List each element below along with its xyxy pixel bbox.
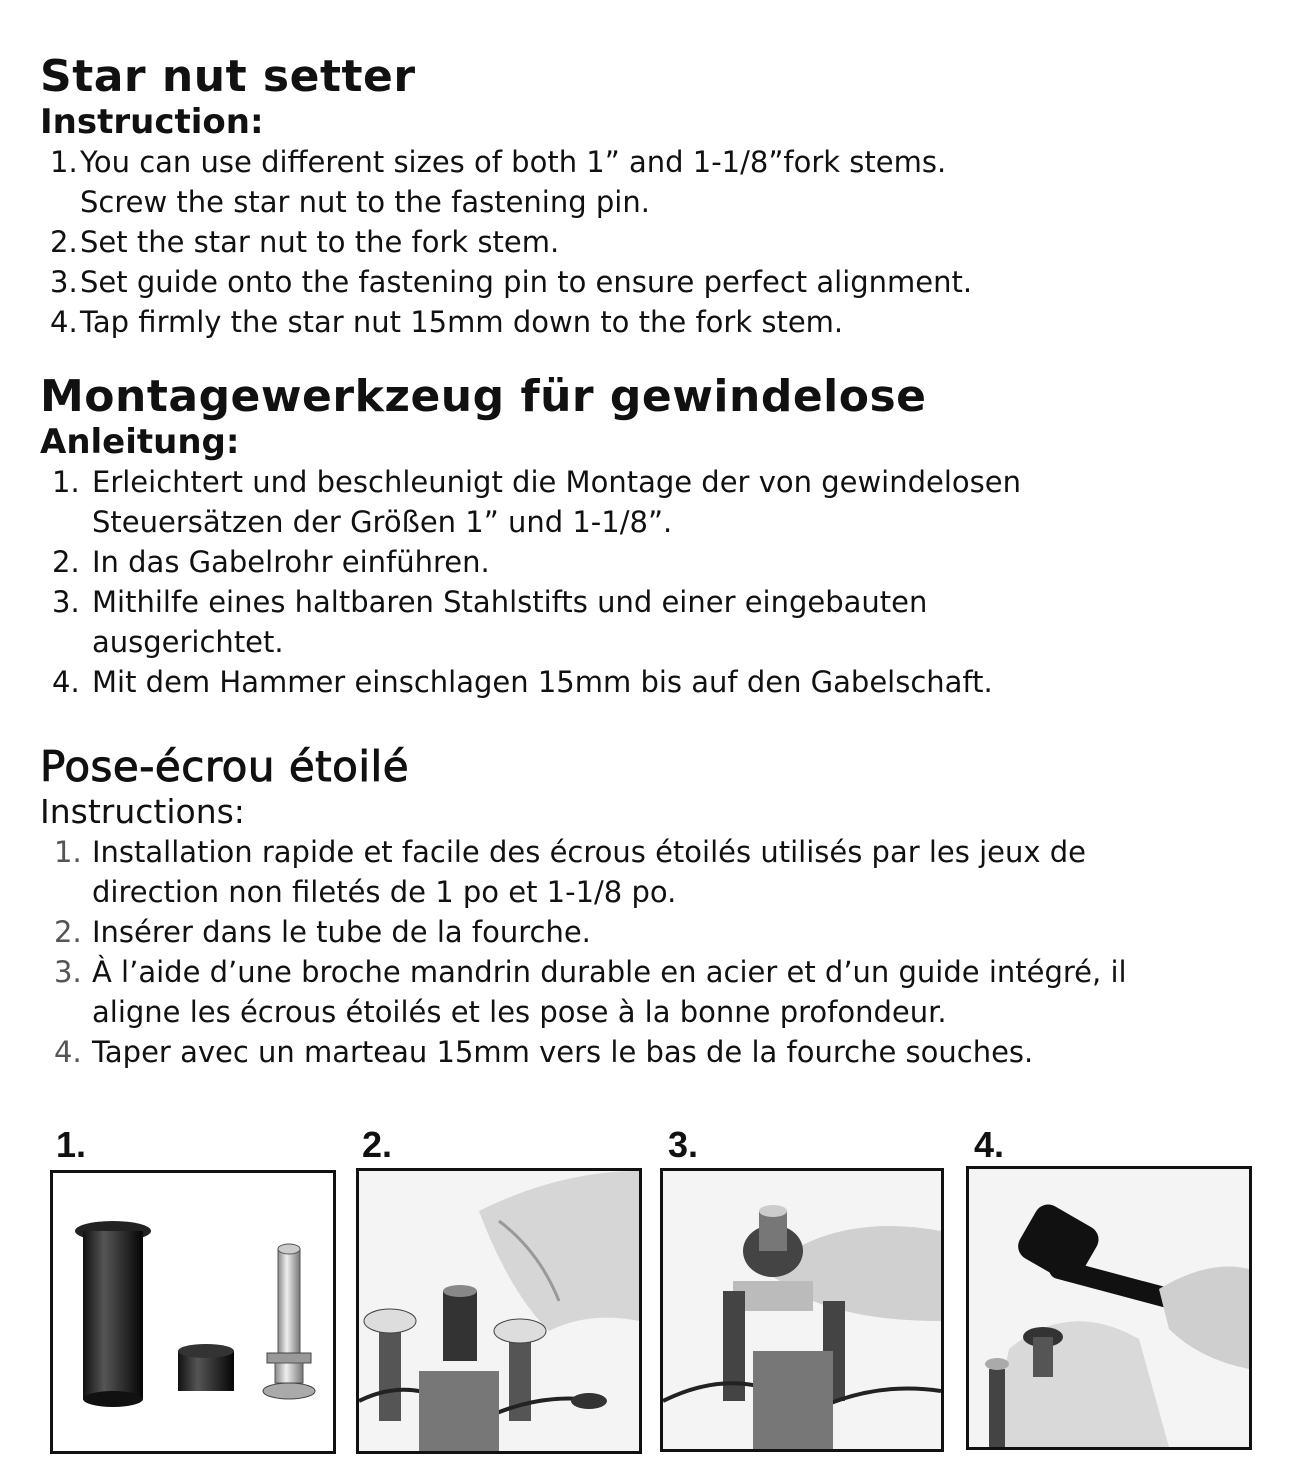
step-text: direction non filetés de 1 po et 1-1/8 po. <box>92 875 677 909</box>
step-number: 1. <box>52 465 80 499</box>
figure-panel-2 <box>356 1168 642 1454</box>
figure-panel-4 <box>966 1166 1252 1450</box>
step-text: aligne les écrous étoilés et les pose à la bonne profondeur. <box>92 995 947 1029</box>
english-step <box>40 142 1270 182</box>
french-steps <box>40 832 1270 1072</box>
french-step <box>40 872 1270 912</box>
step-text: Mit dem Hammer einschlagen 15mm bis auf den Gabelschaft. <box>92 665 993 699</box>
german-step <box>40 582 1270 622</box>
step-text: À l’aide d’une broche mandrin durable en acier et d’un guide intégré, il <box>92 955 1127 989</box>
english-step <box>40 182 1270 222</box>
french-step <box>40 912 1270 952</box>
english-subtitle: Instruction: <box>40 102 264 142</box>
french-subtitle: Instructions: <box>40 792 245 831</box>
step-number: 3. <box>52 585 80 619</box>
hammering-star-nut-photo <box>969 1169 1249 1447</box>
step-number: 2. <box>50 225 78 259</box>
figure-label-4: 4. <box>974 1124 1005 1165</box>
figure-label-1: 1. <box>56 1124 87 1165</box>
figure-label-3: 3. <box>668 1124 699 1165</box>
english-step <box>40 302 1270 342</box>
step-number: 3. <box>50 265 78 299</box>
german-step <box>40 662 1270 702</box>
step-text: Installation rapide et facile des écrous étoilés utilisés par les jeux de <box>92 835 1086 869</box>
german-step <box>40 622 1270 662</box>
english-steps <box>40 142 1270 342</box>
step-text: In das Gabelrohr einführen. <box>92 545 490 579</box>
german-subtitle: Anleitung: <box>40 422 240 462</box>
english-step <box>40 262 1270 302</box>
german-step <box>40 462 1270 502</box>
french-step <box>40 992 1270 1032</box>
step-text: You can use different sizes of both 1” and 1-1/8”fork stems. <box>80 145 947 179</box>
setting-guide-photo <box>663 1171 941 1449</box>
star-nut-tool-parts-illustration <box>53 1173 333 1451</box>
step-number: 1. <box>54 835 82 869</box>
step-number: 3. <box>54 955 82 989</box>
german-section <box>40 372 1270 702</box>
step-text: Set guide onto the fastening pin to ensure perfect alignment. <box>80 265 973 299</box>
step-text: Erleichtert und beschleunigt die Montage der von gewindelosen <box>92 465 1021 499</box>
figure-panel-1 <box>50 1170 336 1454</box>
step-number: 4. <box>52 665 80 699</box>
german-step <box>40 502 1270 542</box>
step-number: 2. <box>54 915 82 949</box>
english-title: Star nut setter <box>40 51 416 102</box>
step-number: 4. <box>50 305 78 339</box>
french-step <box>40 832 1270 872</box>
german-step <box>40 542 1270 582</box>
step-text: Taper avec un marteau 15mm vers le bas de la fourche souches. <box>92 1035 1034 1069</box>
french-step <box>40 952 1270 992</box>
french-title: Pose-écrou étoilé <box>40 742 410 791</box>
step-text: Tap firmly the star nut 15mm down to the fork stem. <box>80 305 844 339</box>
french-section <box>40 742 1270 1072</box>
step-number: 1. <box>50 145 78 179</box>
french-step <box>40 1032 1270 1072</box>
step-text: Steuersätzen der Größen 1” und 1-1/8”. <box>92 505 673 539</box>
step-text: Set the star nut to the fork stem. <box>80 225 560 259</box>
step-number: 2. <box>52 545 80 579</box>
step-text: ausgerichtet. <box>92 625 284 659</box>
step-text: Screw the star nut to the fastening pin. <box>80 185 650 219</box>
figure-panel-3 <box>660 1168 944 1452</box>
german-steps <box>40 462 1270 702</box>
english-step <box>40 222 1270 262</box>
figure-label-2: 2. <box>362 1124 393 1165</box>
english-section <box>40 52 1270 342</box>
german-title: Montagewerkzeug für gewindelose <box>40 371 927 422</box>
setting-star-nut-photo <box>359 1171 639 1451</box>
step-text: Insérer dans le tube de la fourche. <box>92 915 591 949</box>
step-text: Mithilfe eines haltbaren Stahlstifts und einer eingebauten <box>92 585 928 619</box>
step-number: 4. <box>54 1035 82 1069</box>
